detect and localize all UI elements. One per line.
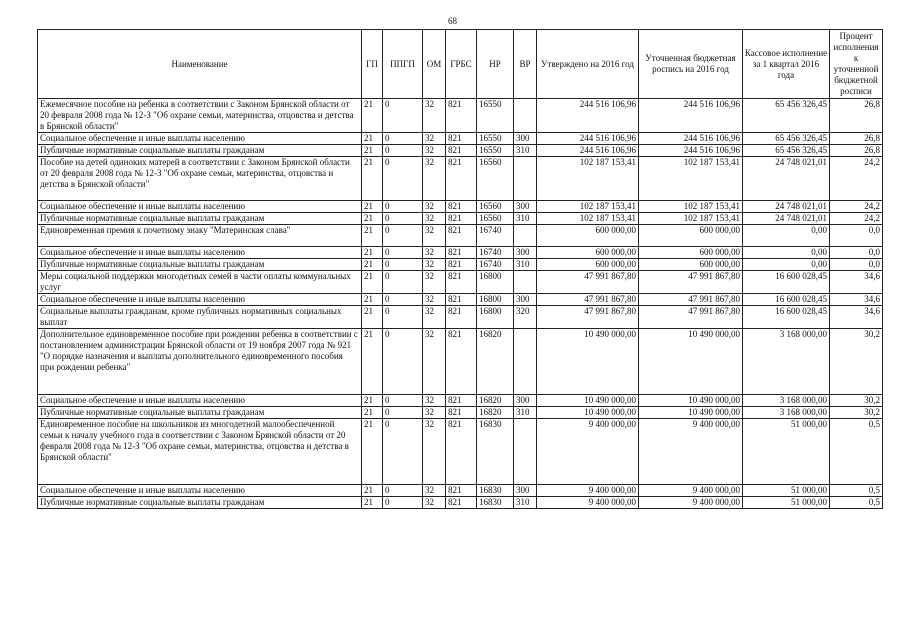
nr-cell: 16820 xyxy=(477,407,514,419)
nr-cell: 16560 xyxy=(477,157,514,201)
approved-amount-cell: 10 490 000,00 xyxy=(537,329,639,395)
refined-amount-cell: 244 516 106,96 xyxy=(639,145,743,157)
vr-cell: 310 xyxy=(514,407,537,419)
nr-cell: 16820 xyxy=(477,395,514,407)
column-header: Наименование xyxy=(38,30,362,99)
vr-cell xyxy=(514,271,537,294)
vr-cell: 300 xyxy=(514,395,537,407)
grbs-cell: 821 xyxy=(446,157,477,201)
row-name-cell: Публичные нормативные социальные выплаты гражданам xyxy=(38,407,362,419)
approved-amount-cell: 102 187 153,41 xyxy=(537,213,639,225)
table-row xyxy=(38,133,883,145)
percent-cell: 24,2 xyxy=(830,157,883,201)
percent-cell: 0,0 xyxy=(830,247,883,259)
cash-execution-cell: 0,00 xyxy=(743,225,830,247)
row-name-cell: Публичные нормативные социальные выплаты гражданам xyxy=(38,145,362,157)
percent-cell: 34,6 xyxy=(830,271,883,294)
approved-amount-cell: 102 187 153,41 xyxy=(537,201,639,213)
row-name-cell: Дополнительное единовременное пособие при рождении ребенка в соответствии с постановлением администрации Брянской области от 19 ноября 2007 года № 921 "О порядке назначения и выплаты дополнительного единовременного пособия при рождении ребенка" xyxy=(38,329,362,395)
approved-amount-cell: 9 400 000,00 xyxy=(537,419,639,485)
gp-cell: 21 xyxy=(362,329,383,395)
om-cell: 32 xyxy=(423,225,446,247)
cash-execution-cell: 24 748 021,01 xyxy=(743,157,830,201)
refined-amount-cell: 47 991 867,80 xyxy=(639,294,743,306)
ppgp-cell: 0 xyxy=(383,201,423,213)
refined-amount-cell: 600 000,00 xyxy=(639,259,743,271)
gp-cell: 21 xyxy=(362,157,383,201)
cash-execution-cell: 24 748 021,01 xyxy=(743,201,830,213)
grbs-cell: 821 xyxy=(446,294,477,306)
ppgp-cell: 0 xyxy=(383,259,423,271)
om-cell: 32 xyxy=(423,157,446,201)
refined-amount-cell: 600 000,00 xyxy=(639,247,743,259)
gp-cell: 21 xyxy=(362,497,383,509)
row-name-cell: Публичные нормативные социальные выплаты гражданам xyxy=(38,213,362,225)
approved-amount-cell: 600 000,00 xyxy=(537,247,639,259)
approved-amount-cell: 102 187 153,41 xyxy=(537,157,639,201)
nr-cell: 16550 xyxy=(477,133,514,145)
refined-amount-cell: 102 187 153,41 xyxy=(639,201,743,213)
row-name-cell: Социальное обеспечение и иные выплаты населению xyxy=(38,247,362,259)
cash-execution-cell: 16 600 028,45 xyxy=(743,294,830,306)
ppgp-cell: 0 xyxy=(383,133,423,145)
nr-cell: 16800 xyxy=(477,306,514,329)
vr-cell xyxy=(514,99,537,133)
refined-amount-cell: 9 400 000,00 xyxy=(639,497,743,509)
percent-cell: 0,5 xyxy=(830,485,883,497)
cash-execution-cell: 16 600 028,45 xyxy=(743,271,830,294)
om-cell: 32 xyxy=(423,201,446,213)
refined-amount-cell: 9 400 000,00 xyxy=(639,419,743,485)
table-row xyxy=(38,306,883,329)
column-header: ВР xyxy=(514,30,537,99)
table-row xyxy=(38,395,883,407)
approved-amount-cell: 244 516 106,96 xyxy=(537,145,639,157)
row-name-cell: Публичные нормативные социальные выплаты гражданам xyxy=(38,497,362,509)
om-cell: 32 xyxy=(423,395,446,407)
table-row xyxy=(38,294,883,306)
cash-execution-cell: 16 600 028,45 xyxy=(743,306,830,329)
ppgp-cell: 0 xyxy=(383,294,423,306)
gp-cell: 21 xyxy=(362,259,383,271)
table-row xyxy=(38,225,883,247)
ppgp-cell: 0 xyxy=(383,497,423,509)
nr-cell: 16830 xyxy=(477,485,514,497)
cash-execution-cell: 51 000,00 xyxy=(743,419,830,485)
ppgp-cell: 0 xyxy=(383,485,423,497)
row-name-cell: Единовременная премия к почетному знаку "Материнская слава" xyxy=(38,225,362,247)
gp-cell: 21 xyxy=(362,201,383,213)
om-cell: 32 xyxy=(423,213,446,225)
table-row xyxy=(38,213,883,225)
gp-cell: 21 xyxy=(362,419,383,485)
om-cell: 32 xyxy=(423,145,446,157)
vr-cell xyxy=(514,157,537,201)
cash-execution-cell: 24 748 021,01 xyxy=(743,213,830,225)
vr-cell xyxy=(514,329,537,395)
percent-cell: 24,2 xyxy=(830,213,883,225)
table-row xyxy=(38,497,883,509)
ppgp-cell: 0 xyxy=(383,99,423,133)
ppgp-cell: 0 xyxy=(383,271,423,294)
cash-execution-cell: 51 000,00 xyxy=(743,497,830,509)
nr-cell: 16830 xyxy=(477,419,514,485)
percent-cell: 34,6 xyxy=(830,306,883,329)
refined-amount-cell: 102 187 153,41 xyxy=(639,213,743,225)
approved-amount-cell: 10 490 000,00 xyxy=(537,395,639,407)
percent-cell: 0,5 xyxy=(830,497,883,509)
nr-cell: 16800 xyxy=(477,271,514,294)
gp-cell: 21 xyxy=(362,485,383,497)
nr-cell: 16800 xyxy=(477,294,514,306)
row-name-cell: Социальное обеспечение и иные выплаты населению xyxy=(38,133,362,145)
percent-cell: 34,6 xyxy=(830,294,883,306)
nr-cell: 16550 xyxy=(477,145,514,157)
vr-cell: 310 xyxy=(514,259,537,271)
refined-amount-cell: 47 991 867,80 xyxy=(639,306,743,329)
row-name-cell: Социальное обеспечение и иные выплаты населению xyxy=(38,395,362,407)
approved-amount-cell: 47 991 867,80 xyxy=(537,294,639,306)
cash-execution-cell: 0,00 xyxy=(743,259,830,271)
grbs-cell: 821 xyxy=(446,259,477,271)
nr-cell: 16560 xyxy=(477,213,514,225)
om-cell: 32 xyxy=(423,271,446,294)
budget-table xyxy=(37,29,883,509)
om-cell: 32 xyxy=(423,247,446,259)
ppgp-cell: 0 xyxy=(383,306,423,329)
percent-cell: 24,2 xyxy=(830,201,883,213)
grbs-cell: 821 xyxy=(446,485,477,497)
table-row xyxy=(38,99,883,133)
row-name-cell: Меры социальной поддержки многодетных семей в части оплаты коммунальных услуг xyxy=(38,271,362,294)
gp-cell: 21 xyxy=(362,271,383,294)
table-row xyxy=(38,407,883,419)
row-name-cell: Социальные выплаты гражданам, кроме публичных нормативных социальных выплат xyxy=(38,306,362,329)
gp-cell: 21 xyxy=(362,133,383,145)
vr-cell: 310 xyxy=(514,213,537,225)
ppgp-cell: 0 xyxy=(383,419,423,485)
approved-amount-cell: 244 516 106,96 xyxy=(537,99,639,133)
row-name-cell: Пособие на детей одиноких матерей в соответствии с Законом Брянской области от 20 февраля 2008 года № 12-З "Об охране семьи, материнства, отцовства и детства в Брянской области" xyxy=(38,157,362,201)
row-name-cell: Единовременное пособие на школьников из многодетной малообеспеченной семьи к началу учебного года в соответствии с Законом Брянской области от 20 февраля 2008 года № 12-З "Об охране семьи, материнства, отцовства и детства в Брянской области" xyxy=(38,419,362,485)
ppgp-cell: 0 xyxy=(383,247,423,259)
approved-amount-cell: 244 516 106,96 xyxy=(537,133,639,145)
grbs-cell: 821 xyxy=(446,213,477,225)
gp-cell: 21 xyxy=(362,145,383,157)
om-cell: 32 xyxy=(423,329,446,395)
row-name-cell: Социальное обеспечение и иные выплаты населению xyxy=(38,485,362,497)
approved-amount-cell: 9 400 000,00 xyxy=(537,485,639,497)
vr-cell xyxy=(514,419,537,485)
om-cell: 32 xyxy=(423,485,446,497)
percent-cell: 26,8 xyxy=(830,145,883,157)
percent-cell: 26,8 xyxy=(830,99,883,133)
ppgp-cell: 0 xyxy=(383,213,423,225)
om-cell: 32 xyxy=(423,294,446,306)
approved-amount-cell: 9 400 000,00 xyxy=(537,497,639,509)
percent-cell: 30,2 xyxy=(830,395,883,407)
vr-cell: 320 xyxy=(514,306,537,329)
om-cell: 32 xyxy=(423,99,446,133)
percent-cell: 0,0 xyxy=(830,259,883,271)
refined-amount-cell: 10 490 000,00 xyxy=(639,329,743,395)
row-name-cell: Социальное обеспечение и иные выплаты населению xyxy=(38,294,362,306)
om-cell: 32 xyxy=(423,419,446,485)
table-header-row xyxy=(38,30,883,99)
percent-cell: 0,5 xyxy=(830,419,883,485)
gp-cell: 21 xyxy=(362,225,383,247)
om-cell: 32 xyxy=(423,133,446,145)
approved-amount-cell: 47 991 867,80 xyxy=(537,271,639,294)
cash-execution-cell: 65 456 326,45 xyxy=(743,99,830,133)
table-row xyxy=(38,259,883,271)
grbs-cell: 821 xyxy=(446,407,477,419)
column-header: ГП xyxy=(362,30,383,99)
column-header: Уточненная бюджетная роспись на 2016 год xyxy=(639,30,743,99)
grbs-cell: 821 xyxy=(446,419,477,485)
cash-execution-cell: 0,00 xyxy=(743,247,830,259)
grbs-cell: 821 xyxy=(446,497,477,509)
nr-cell: 16820 xyxy=(477,329,514,395)
column-header: Утверждено на 2016 год xyxy=(537,30,639,99)
table-row xyxy=(38,145,883,157)
vr-cell: 300 xyxy=(514,133,537,145)
refined-amount-cell: 102 187 153,41 xyxy=(639,157,743,201)
percent-cell: 30,2 xyxy=(830,329,883,395)
refined-amount-cell: 600 000,00 xyxy=(639,225,743,247)
table-row xyxy=(38,329,883,395)
table-row xyxy=(38,201,883,213)
column-header: ППГП xyxy=(383,30,423,99)
grbs-cell: 821 xyxy=(446,306,477,329)
column-header: Процент исполнения к уточненной бюджетной росписи xyxy=(830,30,883,99)
nr-cell: 16550 xyxy=(477,99,514,133)
table-row xyxy=(38,485,883,497)
nr-cell: 16740 xyxy=(477,247,514,259)
grbs-cell: 821 xyxy=(446,99,477,133)
grbs-cell: 821 xyxy=(446,329,477,395)
grbs-cell: 821 xyxy=(446,271,477,294)
ppgp-cell: 0 xyxy=(383,225,423,247)
table-row xyxy=(38,247,883,259)
vr-cell: 310 xyxy=(514,145,537,157)
percent-cell: 30,2 xyxy=(830,407,883,419)
page-number: 68 xyxy=(448,16,457,26)
om-cell: 32 xyxy=(423,407,446,419)
nr-cell: 16560 xyxy=(477,201,514,213)
gp-cell: 21 xyxy=(362,395,383,407)
nr-cell: 16740 xyxy=(477,259,514,271)
refined-amount-cell: 244 516 106,96 xyxy=(639,99,743,133)
nr-cell: 16830 xyxy=(477,497,514,509)
refined-amount-cell: 47 991 867,80 xyxy=(639,271,743,294)
om-cell: 32 xyxy=(423,259,446,271)
refined-amount-cell: 244 516 106,96 xyxy=(639,133,743,145)
gp-cell: 21 xyxy=(362,213,383,225)
ppgp-cell: 0 xyxy=(383,395,423,407)
cash-execution-cell: 65 456 326,45 xyxy=(743,145,830,157)
grbs-cell: 821 xyxy=(446,225,477,247)
cash-execution-cell: 3 168 000,00 xyxy=(743,329,830,395)
table-row xyxy=(38,419,883,485)
gp-cell: 21 xyxy=(362,294,383,306)
approved-amount-cell: 10 490 000,00 xyxy=(537,407,639,419)
row-name-cell: Ежемесячное пособие на ребенка в соответствии с Законом Брянской области от 20 февраля 2008 года № 12-З "Об охране семьи, материнства, отцовства и детства в Брянской области" xyxy=(38,99,362,133)
approved-amount-cell: 600 000,00 xyxy=(537,259,639,271)
cash-execution-cell: 3 168 000,00 xyxy=(743,395,830,407)
grbs-cell: 821 xyxy=(446,201,477,213)
ppgp-cell: 0 xyxy=(383,329,423,395)
grbs-cell: 821 xyxy=(446,145,477,157)
row-name-cell: Социальное обеспечение и иные выплаты населению xyxy=(38,201,362,213)
grbs-cell: 821 xyxy=(446,133,477,145)
vr-cell: 300 xyxy=(514,294,537,306)
refined-amount-cell: 10 490 000,00 xyxy=(639,395,743,407)
ppgp-cell: 0 xyxy=(383,407,423,419)
om-cell: 32 xyxy=(423,306,446,329)
vr-cell: 300 xyxy=(514,485,537,497)
grbs-cell: 821 xyxy=(446,247,477,259)
column-header: ОМ xyxy=(423,30,446,99)
cash-execution-cell: 65 456 326,45 xyxy=(743,133,830,145)
vr-cell: 300 xyxy=(514,201,537,213)
cash-execution-cell: 3 168 000,00 xyxy=(743,407,830,419)
column-header: Кассовое исполнение за 1 квартал 2016 года xyxy=(743,30,830,99)
table-row xyxy=(38,271,883,294)
ppgp-cell: 0 xyxy=(383,157,423,201)
column-header: ГРБС xyxy=(446,30,477,99)
vr-cell: 310 xyxy=(514,497,537,509)
gp-cell: 21 xyxy=(362,306,383,329)
approved-amount-cell: 47 991 867,80 xyxy=(537,306,639,329)
grbs-cell: 821 xyxy=(446,395,477,407)
vr-cell xyxy=(514,225,537,247)
column-header: НР xyxy=(477,30,514,99)
table-row xyxy=(38,157,883,201)
row-name-cell: Публичные нормативные социальные выплаты гражданам xyxy=(38,259,362,271)
gp-cell: 21 xyxy=(362,247,383,259)
om-cell: 32 xyxy=(423,497,446,509)
ppgp-cell: 0 xyxy=(383,145,423,157)
refined-amount-cell: 10 490 000,00 xyxy=(639,407,743,419)
gp-cell: 21 xyxy=(362,407,383,419)
approved-amount-cell: 600 000,00 xyxy=(537,225,639,247)
percent-cell: 26,8 xyxy=(830,133,883,145)
gp-cell: 21 xyxy=(362,99,383,133)
cash-execution-cell: 51 000,00 xyxy=(743,485,830,497)
nr-cell: 16740 xyxy=(477,225,514,247)
percent-cell: 0,0 xyxy=(830,225,883,247)
refined-amount-cell: 9 400 000,00 xyxy=(639,485,743,497)
vr-cell: 300 xyxy=(514,247,537,259)
